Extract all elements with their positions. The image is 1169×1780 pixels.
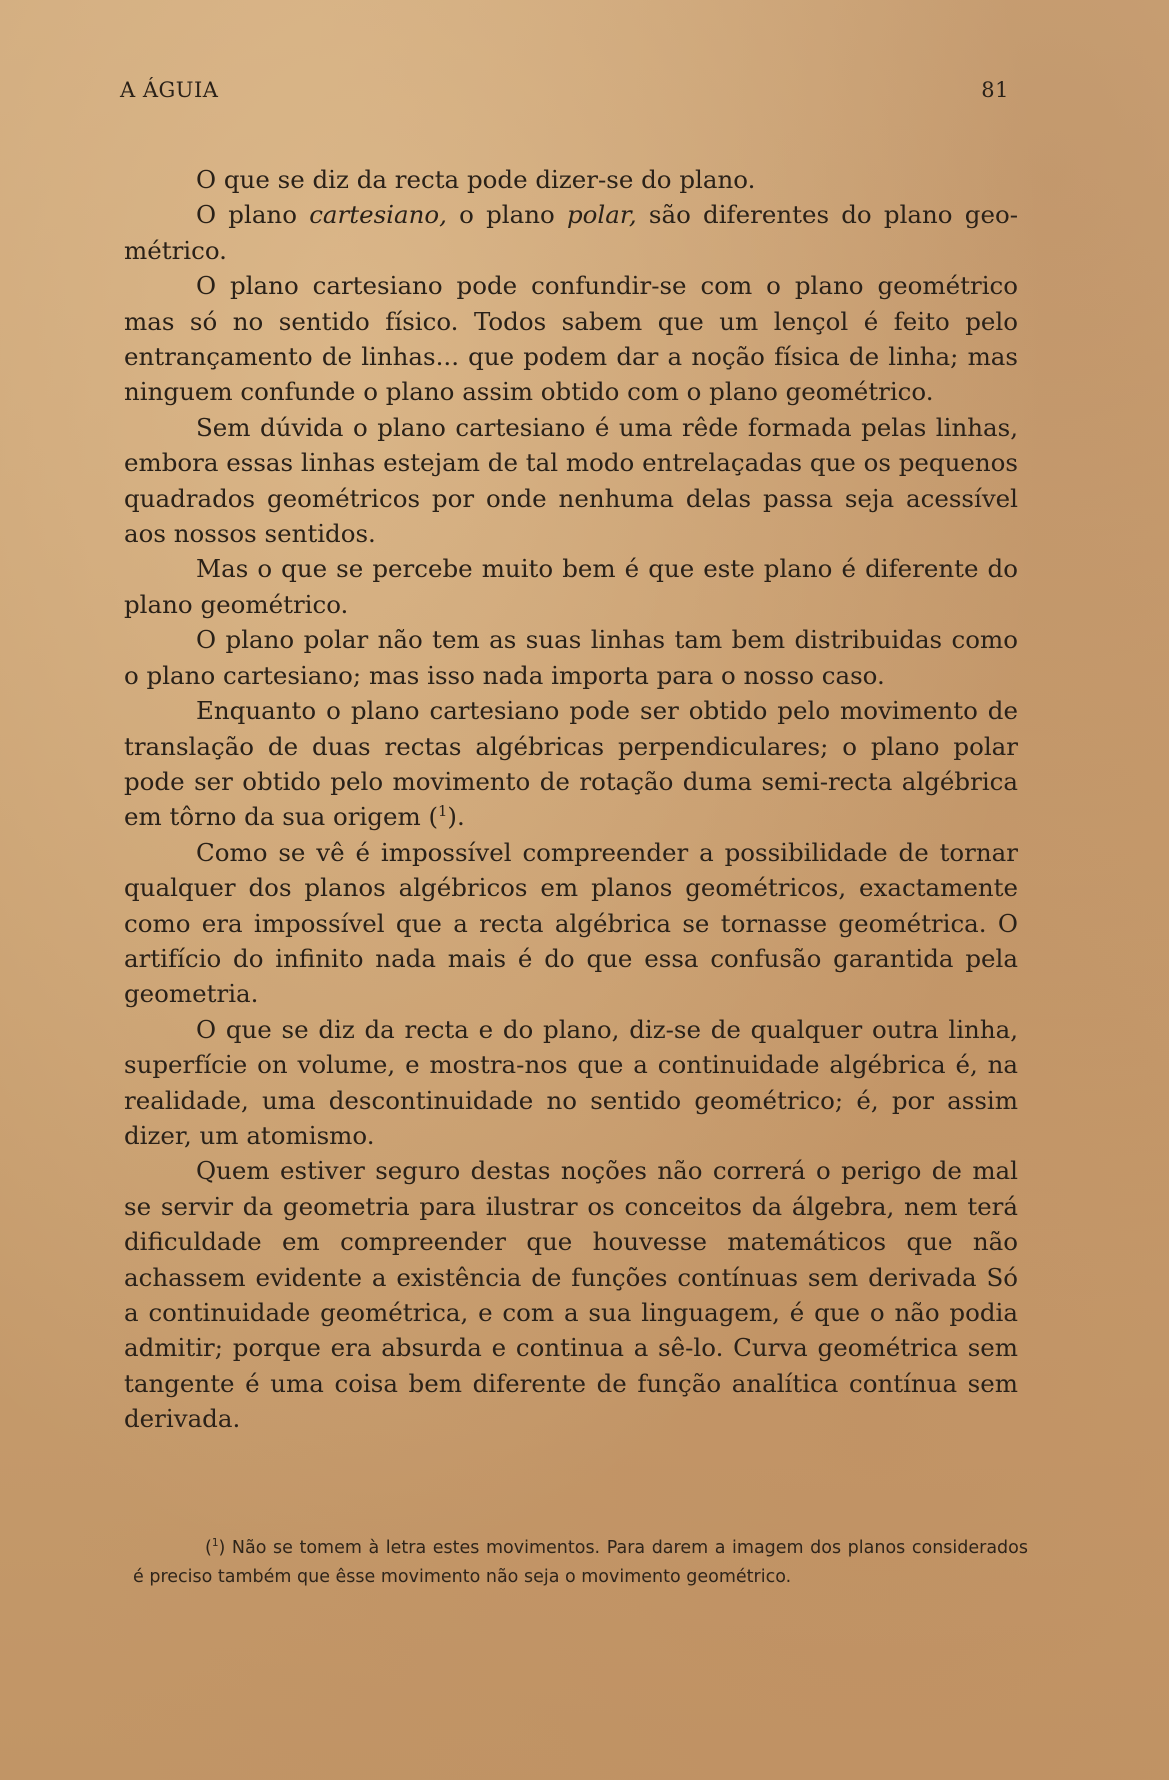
footnote-label: ($^1$) — [205, 1537, 226, 1558]
paragraph-2-tail: são diferentes do plano geométrico. — [124, 200, 1018, 265]
paragraph-10: Quem estiver seguro destas noções não correrá o perigo de mal se servir da geometria para ilustrar os conceitos da álgebra, nem terá dificuldade em compreender que houvesse matemáticos que não achassem evidente a existência de funções contínuas sem derivada Só a continuidade geométrica, e com a sua linguagem, é que o não podia admitir; porque era absurda e continua a sê-lo. Curva geométrica sem tangente é uma coisa bem diferente de função analítica contínua sem derivada. — [124, 1156, 1018, 1434]
paragraph-5: Mas o que se percebe muito bem é que este plano é diferente do plano geométrico. — [124, 554, 1018, 619]
footnote-body: Não se tomem à letra estes movimentos. Para darem a imagem dos planos considerados é preciso também que êsse movimento não seja o movimento geométrico. — [133, 1538, 1028, 1587]
journal-title: A ÁGUIA — [120, 78, 219, 102]
footnote-text — [133, 1534, 1028, 1592]
page-number: 81 — [981, 78, 1009, 102]
body-text — [124, 162, 1018, 1437]
term-cartesiano: cartesiano, — [309, 200, 447, 230]
paragraph-6: O plano polar não tem as suas linhas tam bem distribuidas como o plano cartesiano; mas isso nada importa para o nosso caso. — [124, 625, 1018, 690]
paragraph-7 — [124, 693, 1018, 835]
paragraph-2 — [124, 197, 1018, 268]
paragraph-2-lead: O plano — [196, 200, 310, 230]
paragraph-8: Como se vê é impossível compreender a possibilidade de tornar qualquer dos planos algébricos em planos geométricos, exactamente como era impossível que a recta algébrica se tornasse geométrica. O artifício do infinito nada mais é do que essa confusão garantida pela geometria. — [124, 837, 1018, 1009]
term-polar: polar, — [566, 200, 637, 230]
footnote-reference: ($^1$). — [428, 802, 465, 832]
paragraph-9: O que se diz da recta e do plano, diz-se de qualquer outra linha, superfície on volume, e mostra-nos que a continuidade algébrica é, na realidade, uma descontinuidade no sentido geométrico; é, por assim dizer, um atomismo. — [124, 1014, 1018, 1150]
paragraph-4: Sem dúvida o plano cartesiano é uma rêde formada pelas linhas, embora essas linhas estejam de tal modo entrelaçadas que os pequenos quadrados geométricos por onde nenhuma delas passa seja acessível aos nossos sentidos. — [124, 412, 1018, 549]
paragraph-1: O que se diz da recta pode dizer-se do plano. — [196, 165, 756, 194]
paragraph-7-text: Enquanto o plano cartesiano pode ser obtido pelo movimento de translação de duas rectas algébricas perpendiculares; o plano polar pode ser obtido pelo movimento de rotação duma semi-recta algébrica em tôrno da sua origem — [124, 696, 1018, 832]
paragraph-3: O plano cartesiano pode confundir-se com o plano geométrico mas só no sentido físico. Todos sabem que um lençol é feito pelo entrançamento de linhas... que podem dar a noção física de linha; mas ninguem confunde o plano assim obtido com o plano geométrico. — [124, 271, 1018, 407]
paragraph-2-mid: o plano — [446, 200, 567, 230]
footnote — [133, 1534, 1028, 1592]
running-head — [120, 78, 1009, 108]
